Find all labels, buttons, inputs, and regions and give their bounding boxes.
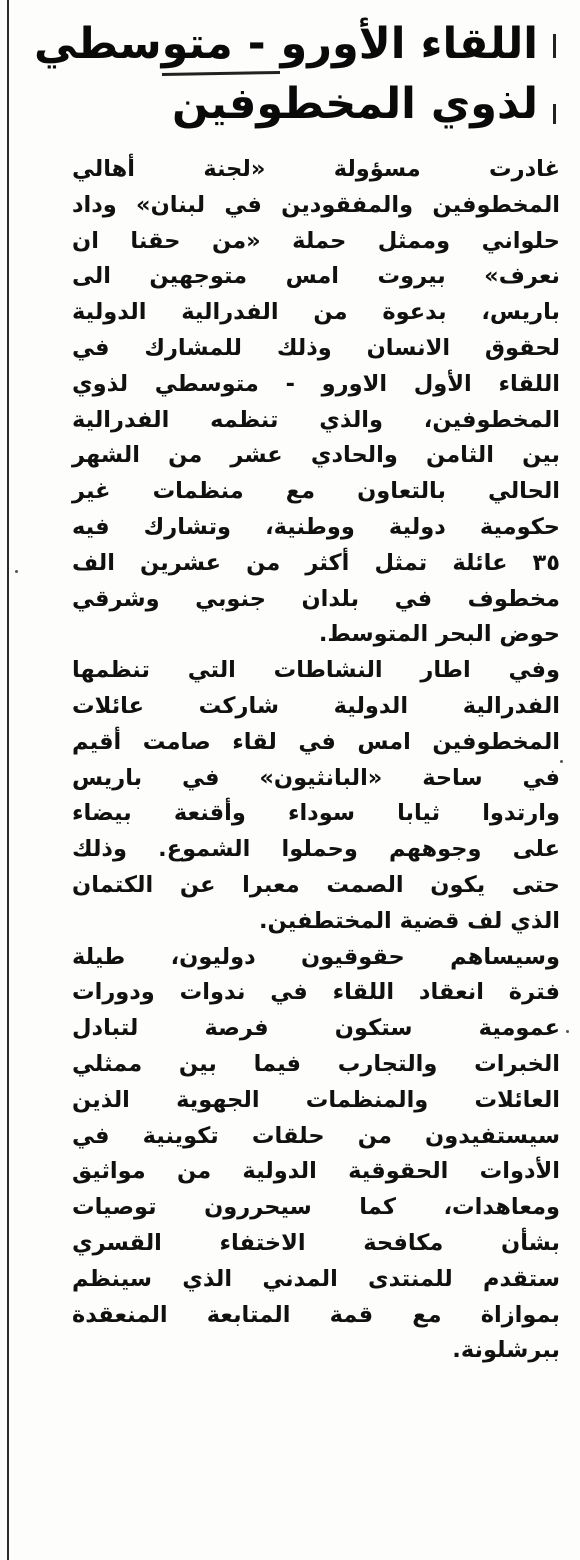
article-line: نعرف» بيروت امس متوجهين الى bbox=[72, 263, 560, 290]
article-line: المخطوفين، والذي تنظمه الفدرالية bbox=[72, 406, 560, 433]
article-line: حلواني وممثل حملة «من حقنا ان bbox=[72, 227, 560, 254]
headline-bracket-mark bbox=[553, 104, 556, 124]
article-line: حكومية دولية ووطنية، وتشارك فيه bbox=[72, 513, 560, 540]
article-line: حوض البحر المتوسط. bbox=[318, 621, 560, 648]
article-paragraph-1 bbox=[72, 152, 560, 653]
article-line: في ساحة «البانثيون» في باريس bbox=[72, 764, 560, 791]
paper-speck bbox=[15, 570, 18, 573]
article-line: عمومية ستكون فرصة لتبادل bbox=[72, 1015, 560, 1042]
article-line: بموازاة مع قمة المتابعة المنعقدة bbox=[72, 1301, 560, 1328]
article-line: ٣٥ عائلة تمثل أكثر من عشرين الف bbox=[72, 549, 560, 576]
headline-bracket-mark bbox=[553, 34, 556, 58]
article-line: وفي اطار النشاطات التي تنظمها bbox=[72, 657, 560, 684]
headline-line-1: اللقاء الأورو - متوسطي bbox=[33, 19, 538, 69]
article-line: وارتدوا ثيابا سوداء وأقنعة بيضاء bbox=[72, 800, 560, 827]
paper-speck bbox=[560, 760, 563, 763]
clipping-edge bbox=[7, 0, 9, 1560]
article-line: ببرشلونة. bbox=[452, 1337, 560, 1364]
article-line: باريس، بدعوة من الفدرالية الدولية bbox=[72, 299, 560, 326]
article-line: بين الثامن والحادي عشر من الشهر bbox=[72, 442, 560, 469]
article-line: المخطوفين امس في لقاء صامت أقيم bbox=[72, 728, 560, 755]
article-line: فترة انعقاد اللقاء في ندوات ودورات bbox=[72, 979, 560, 1006]
article-line: وسيساهم حقوقيون دوليون، طيلة bbox=[72, 943, 560, 970]
headline-line-2: لذوي المخطوفين bbox=[171, 79, 538, 129]
article-line: الأدوات الحقوقية الدولية من مواثيق bbox=[72, 1158, 560, 1185]
article-paragraph-3 bbox=[72, 940, 560, 1370]
article-line: المخطوفين والمفقودين في لبنان» وداد bbox=[72, 191, 560, 218]
article-line: لحقوق الانسان وذلك للمشارك في bbox=[72, 334, 560, 361]
article-line: ومعاهدات، كما سيحررون توصيات bbox=[72, 1194, 560, 1221]
article-line: سيستفيدون من حلقات تكوينية في bbox=[72, 1122, 560, 1149]
article-line: اللقاء الأول الاورو - متوسطي لذوي bbox=[72, 370, 560, 397]
article-paragraph-2 bbox=[72, 653, 560, 939]
article-line: مخطوف في بلدان جنوبي وشرقي bbox=[72, 585, 560, 612]
article-line: الخبرات والتجارب فيما بين ممثلي bbox=[72, 1050, 560, 1077]
article-line: على وجوههم وحملوا الشموع. وذلك bbox=[72, 836, 560, 863]
article-line: العائلات والمنظمات الجهوية الذين bbox=[72, 1086, 560, 1113]
article-line: الفدرالية الدولية شاركت عائلات bbox=[72, 692, 560, 719]
article-body bbox=[72, 152, 560, 1369]
paper-speck bbox=[566, 1030, 569, 1033]
article-line: الحالي بالتعاون مع منظمات غير bbox=[72, 478, 560, 505]
article-line: الذي لف قضية المختطفين. bbox=[259, 907, 560, 934]
article-line: بشأن مكافحة الاختفاء القسري bbox=[72, 1229, 560, 1256]
article-line: ستقدم للمنتدى المدني الذي سينظم bbox=[72, 1265, 560, 1292]
article-line: حتى يكون الصمت معبرا عن الكتمان bbox=[72, 871, 560, 898]
article-line: غادرت مسؤولة «لجنة أهالي bbox=[72, 156, 560, 182]
